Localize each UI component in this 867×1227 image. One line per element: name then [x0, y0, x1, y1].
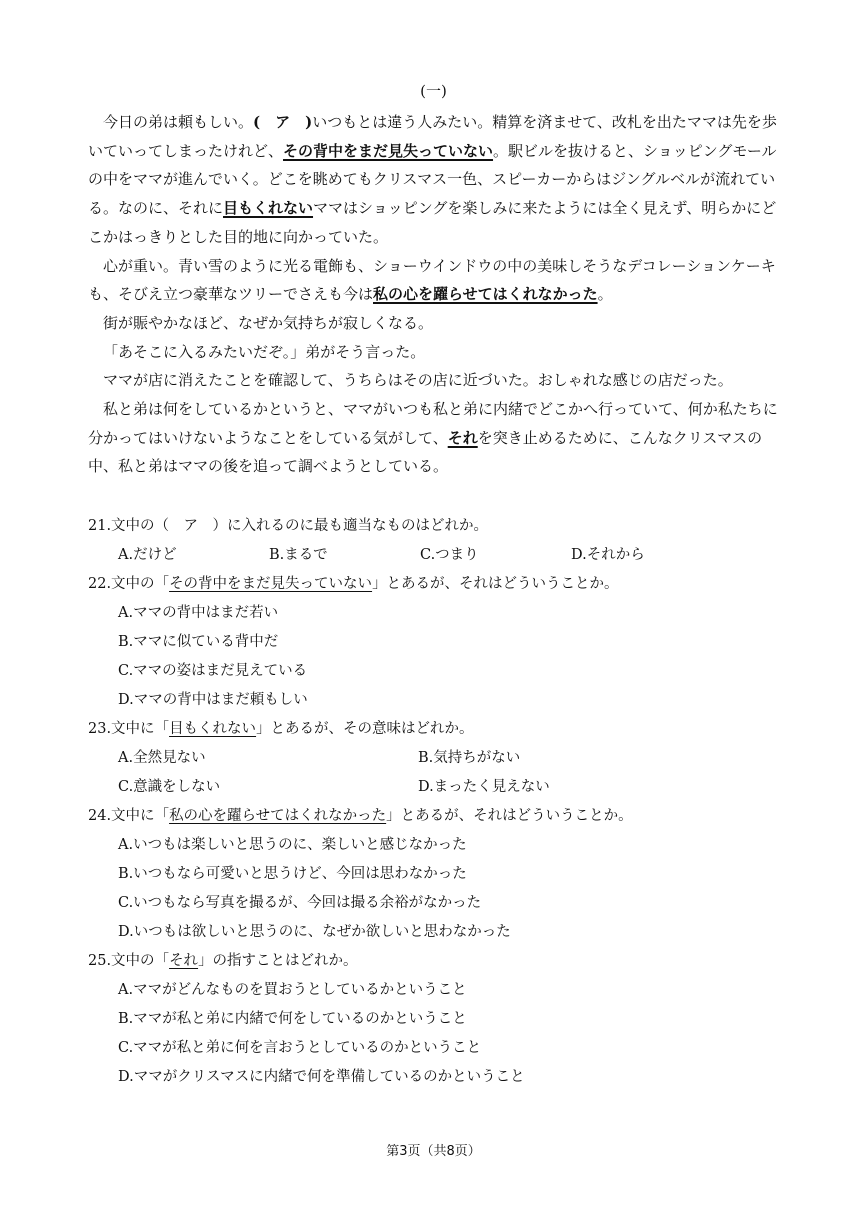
reading-passage [88, 108, 788, 481]
passage-paragraph-2: 心が重い。青い雪のように光る電飾も、ショーウインドウの中の美味しそうなデコレーションケーキも、そびえ立つ豪華なツリーでさえも今は私の心を躍らせてはくれなかった。 [88, 256, 776, 304]
question-23-option-b[interactable]: B.気持ちがない [418, 750, 521, 766]
question-22-stem: 22.文中の「その背中をまだ見失っていない」とあるが、それはどういうことか。 [88, 576, 619, 592]
question-21-stem: 21.文中の（ ア ）に入れるのに最も適当なものはどれか。 [88, 518, 489, 534]
passage-paragraph-5: ママが店に消えたことを確認して、うちらはその店に近づいた。おしゃれな感じの店だった。 [103, 371, 733, 390]
question-23-stem: 23.文中に「目もくれない」とあるが、その意味はどれか。 [88, 721, 474, 737]
question-23-option-c[interactable]: C.意識をしない [118, 779, 221, 795]
question-25-stem: 25.文中の「それ」の指すことはどれか。 [88, 953, 358, 969]
question-25-option-c[interactable]: C.ママが私と弟に何を言おうとしているのかということ [118, 1040, 482, 1056]
question-21-option-c[interactable]: C.つまり [420, 547, 479, 563]
question-22-option-a[interactable]: A.ママの背中はまだ若い [118, 605, 279, 621]
passage-paragraph-3: 街が賑やかなほど、なぜか気持ちが寂しくなる。 [103, 313, 434, 332]
blank-a: ( ア ) [253, 113, 313, 131]
question-21-options [88, 541, 788, 570]
question-21-option-b[interactable]: B.まるで [269, 547, 328, 563]
underlined-phrase-2: 目もくれない [223, 199, 314, 218]
question-24-option-b[interactable]: B.いつもなら可愛いと思うけど、今回は思わなかった [118, 866, 467, 882]
question-25-option-d[interactable]: D.ママがクリスマスに内緒で何を準備しているのかということ [118, 1069, 525, 1085]
question-25-option-a[interactable]: A.ママがどんなものを買おうとしているかということ [118, 982, 467, 998]
question-25-option-b[interactable]: B.ママが私と弟に内緒で何をしているのかということ [118, 1011, 467, 1027]
question-list [88, 512, 788, 1092]
underlined-phrase-1: その背中をまだ見失っていない [283, 141, 494, 160]
question-23-option-d[interactable]: D.まったく見えない [418, 779, 550, 795]
question-23-option-a[interactable]: A.全然見ない [118, 750, 206, 766]
question-21-option-a[interactable]: A.だけど [118, 547, 177, 563]
question-22-option-b[interactable]: B.ママに似ている背中だ [118, 634, 279, 650]
passage-paragraph-1: 今日の弟は頼もしい。( ア )いつもとは違う人みたい。精算を済ませて、改札を出たママは先を歩いていってしまったけれど、その背中をまだ見失っていない。駅ビルを抜けると、ショッピングモールの中をママが進んでいく。どこを眺めてもクリスマス一色、スピーカーからはジングルベルが流れている。なのに、それに目もくれないママはショッピングを楽しみに来たようには全く見えず、明らかにどこかはっきりとした目的地に向かっていた。 [88, 113, 777, 246]
question-23-options-row-2 [88, 773, 788, 802]
question-21-option-d[interactable]: D.それから [571, 547, 645, 563]
underlined-phrase-4: それ [447, 428, 478, 447]
question-23-options-row-1 [88, 744, 788, 773]
question-24-option-d[interactable]: D.いつもは欲しいと思うのに、なぜか欲しいと思わなかった [118, 924, 511, 940]
question-22-option-d[interactable]: D.ママの背中はまだ頼もしい [118, 692, 308, 708]
passage-paragraph-6: 私と弟は何をしているかというと、ママがいつも私と弟に内緒でどこかへ行っていて、何か私たちに分かってはいけないようなことをしている気がして、それを突き止めるために、こんなクリスマスの中、私と弟はママの後を追って調べようとしている。 [88, 400, 778, 476]
question-24-stem: 24.文中に「私の心を躍らせてはくれなかった」とあるが、それはどういうことか。 [88, 808, 633, 824]
question-24-option-a[interactable]: A.いつもは楽しいと思うのに、楽しいと感じなかった [118, 837, 467, 853]
page-number: 第3页（共8页） [386, 1144, 481, 1159]
section-title: (一) [420, 82, 447, 100]
passage-paragraph-4: 「あそこに入るみたいだぞ。」弟がそう言った。 [103, 342, 426, 361]
underlined-phrase-3: 私の心を躍らせてはくれなかった [373, 285, 598, 304]
question-22-option-c[interactable]: C.ママの姿はまだ見えている [118, 663, 308, 679]
question-24-option-c[interactable]: C.いつもなら写真を撮るが、今回は撮る余裕がなかった [118, 895, 482, 911]
